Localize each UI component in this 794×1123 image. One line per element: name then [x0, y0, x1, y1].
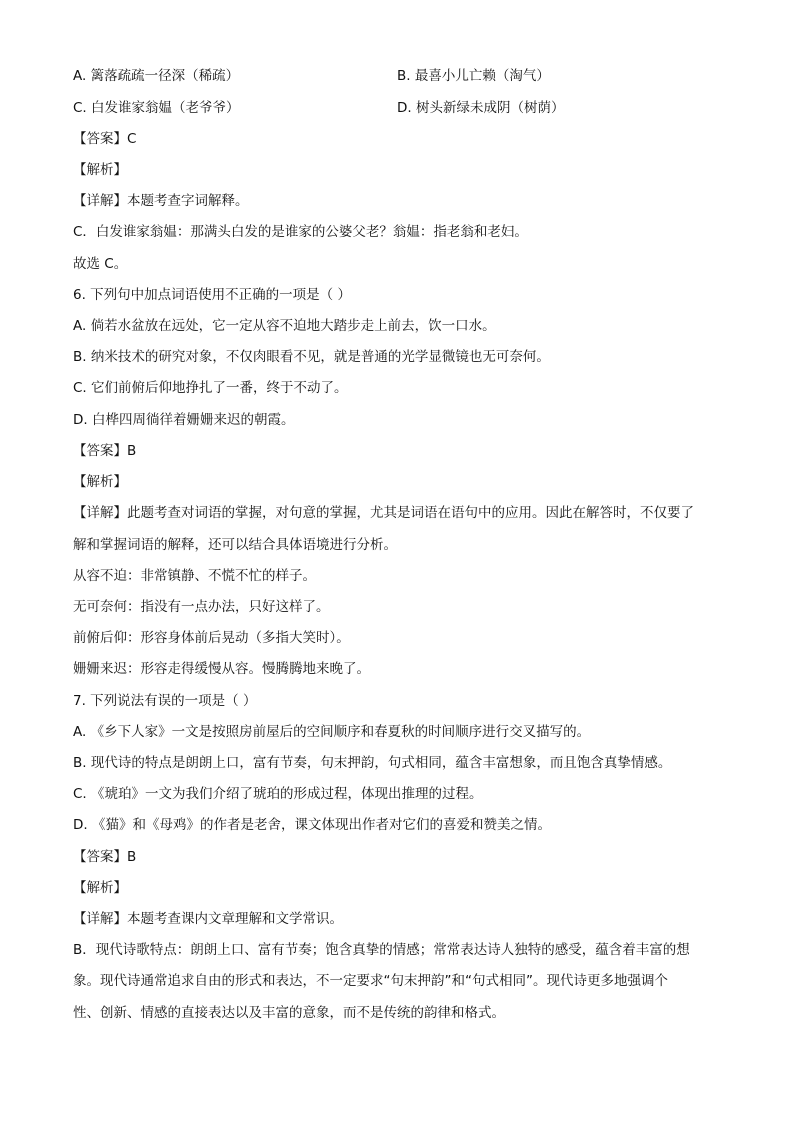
q7-explanation-b-line-1: B．现代诗歌特点：朗朗上口、富有节奏；饱含真挚的情感；常常表达诗人独特的感受，蕴含着丰富的想: [73, 942, 690, 958]
q5-detail: 【详解】本题考查字词解释。: [73, 193, 249, 209]
q5-analysis-heading: 【解析】: [73, 162, 127, 178]
q6-analysis-heading: 【解析】: [73, 474, 127, 490]
q5-explanation-c: C．白发谁家翁媪：那满头白发的是谁家的公婆父老？翁媪：指老翁和老妇。: [73, 224, 528, 240]
q7-explanation-b-line-2: 象。现代诗通常追求自由的形式和表达，不一定要求“句末押韵”和“句式相同”。现代诗更多地强调个: [73, 973, 668, 989]
q6-detail-line-1: 【详解】此题考查对词语的掌握，对句意的掌握，尤其是词语在语句中的应用。因此在解答时，不仅要了: [73, 505, 694, 521]
q6-stem: 6. 下列句中加点词语使用不正确的一项是（ ）: [73, 287, 351, 303]
q5-option-d: D. 树头新绿未成阴（树荫）: [397, 100, 565, 116]
q7-option-c: C. 《琥珀》一文为我们介绍了琥珀的形成过程，体现出推理的过程。: [73, 786, 483, 802]
q7-option-d: D. 《猫》和《母鸡》的作者是老舍，课文体现出作者对它们的喜爱和赞美之情。: [73, 817, 551, 833]
q5-option-a: A. 篱落疏疏一径深（稀疏）: [73, 68, 240, 84]
q6-definition-4: 姗姗来迟：形容走得缓慢从容。慢腾腾地来晚了。: [73, 661, 370, 677]
q7-analysis-heading: 【解析】: [73, 880, 127, 896]
q6-answer: 【答案】B: [73, 443, 137, 459]
q6-definition-2: 无可奈何：指没有一点办法，只好这样了。: [73, 599, 330, 615]
q7-detail: 【详解】本题考查课内文章理解和文学常识。: [73, 911, 343, 927]
q5-option-b: B. 最喜小儿亡赖（淘气）: [397, 68, 550, 84]
q5-answer: 【答案】C: [73, 131, 137, 147]
q6-option-d: D. 白桦四周徜徉着姗姗来迟的朝霞。: [73, 412, 295, 428]
q7-option-a: A. 《乡下人家》一文是按照房前屋后的空间顺序和春夏秋的时间顺序进行交叉描写的。: [73, 724, 591, 740]
q5-choose: 故选 C。: [73, 256, 128, 272]
q6-definition-3: 前俯后仰：形容身体前后晃动（多指大笑时）。: [73, 630, 350, 646]
q6-option-c: C. 它们前俯后仰地挣扎了一番，终于不动了。: [73, 380, 348, 396]
q6-detail-line-2: 解和掌握词语的解释，还可以结合具体语境进行分析。: [73, 537, 397, 553]
q7-stem: 7. 下列说法有误的一项是（ ）: [73, 693, 257, 709]
q6-option-a: A. 倘若水盆放在远处，它一定从容不迫地大踏步走上前去，饮一口水。: [73, 318, 496, 334]
q6-option-b: B. 纳米技术的研究对象，不仅肉眼看不见，就是普通的光学显微镜也无可奈何。: [73, 349, 550, 365]
q7-answer: 【答案】B: [73, 849, 137, 865]
q7-explanation-b-line-3: 性、创新、情感的直接表达以及丰富的意象，而不是传统的韵律和格式。: [73, 1005, 505, 1021]
q6-definition-1: 从容不迫：非常镇静、不慌不忙的样子。: [73, 568, 316, 584]
q7-option-b: B. 现代诗的特点是朗朗上口，富有节奏，句末押韵，句式相同，蕴含丰富想象，而且饱含真挚情感。: [73, 755, 672, 771]
q5-option-c: C. 白发谁家翁媪（老爷爷）: [73, 100, 240, 116]
